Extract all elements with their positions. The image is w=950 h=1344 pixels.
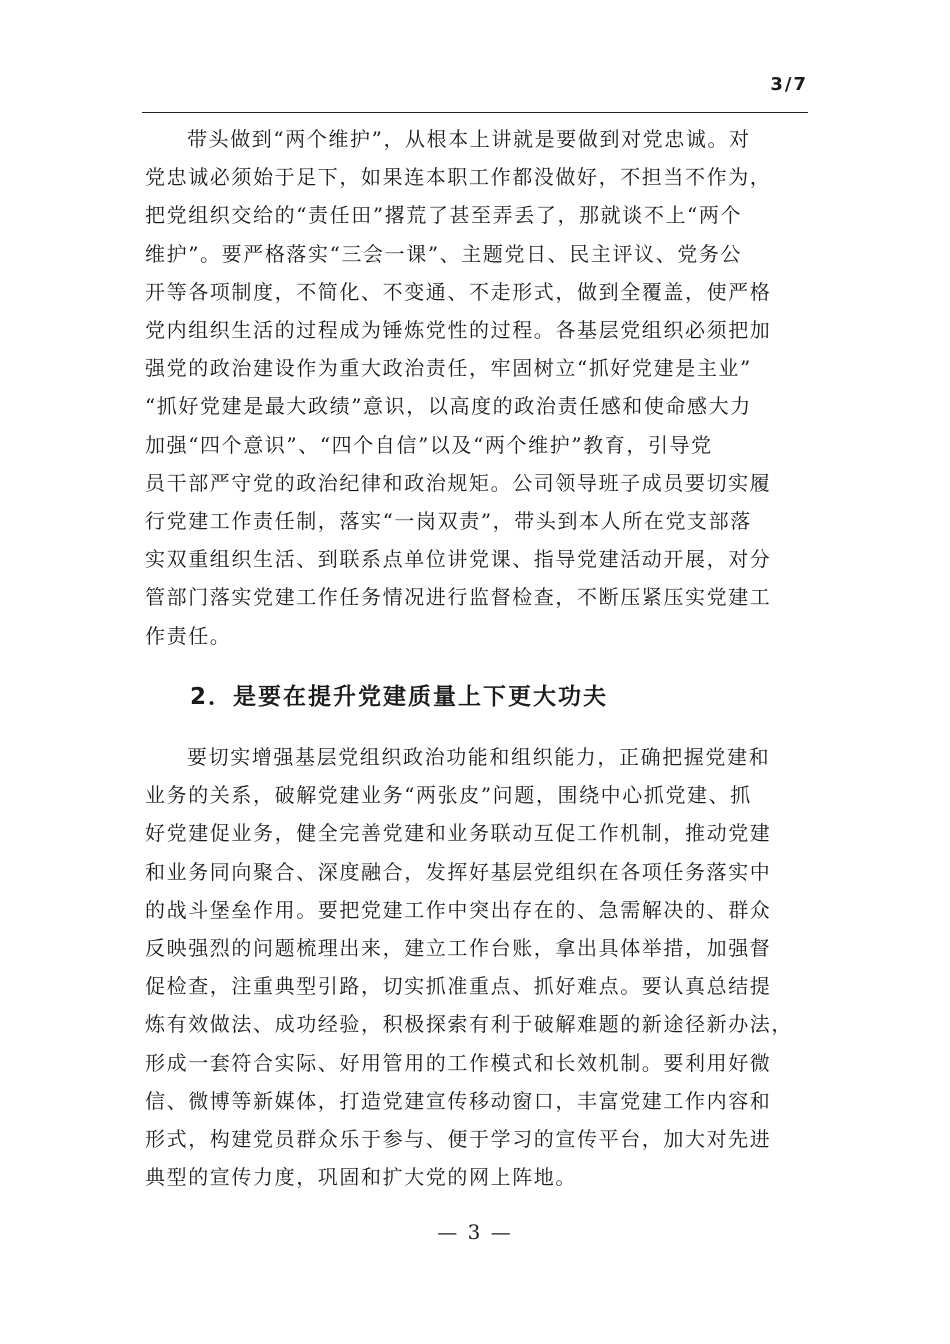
footer-page-number: — 3 — bbox=[437, 1220, 513, 1244]
paragraph-2 bbox=[145, 738, 809, 1196]
paragraph-line: 强党的政治建设作为重大政治责任，牢固树立“抓好党建是主业” bbox=[145, 356, 752, 381]
header-divider bbox=[142, 112, 808, 113]
paragraph-line: 实双重组织生活、到联系点单位讲党课、指导党建活动开展，对分 bbox=[145, 547, 772, 572]
paragraph-line: 的战斗堡垒作用。要把党建工作中突出存在的、急需解决的、群众 bbox=[145, 897, 772, 922]
paragraph-line: 行党建工作责任制，落实“一岗双责”，带头到本人所在党支部落 bbox=[145, 509, 752, 534]
paragraph-line: “抓好党建是最大政绩”意识，以高度的政治责任感和使命感大力 bbox=[145, 394, 752, 419]
paragraph-line: 党忠诚必须始于足下，如果连本职工作都没做好，不担当不作为， bbox=[145, 165, 772, 190]
paragraph-line: 把党组织交给的“责任田”撂荒了甚至弄丢了，那就谈不上“两个 bbox=[145, 203, 743, 228]
paragraph-line: 和业务同向聚合、深度融合，发挥好基层党组织在各项任务落实中 bbox=[145, 859, 772, 884]
paragraph-line: 员干部严守党的政治纪律和政治规矩。公司领导班子成员要切实履 bbox=[145, 470, 772, 495]
paragraph-line: 要切实增强基层党组织政治功能和组织能力，正确把握党建和 bbox=[187, 745, 771, 769]
paragraph-line: 加强“四个意识”、“四个自信”以及“两个维护”教育，引导党 bbox=[145, 432, 713, 457]
page-counter: 3/7 bbox=[770, 74, 808, 95]
paragraph-1 bbox=[145, 120, 809, 655]
paragraph-line: 典型的宣传力度，巩固和扩大党的网上阵地。 bbox=[145, 1165, 577, 1190]
paragraph-line: 管部门落实党建工作任务情况进行监督检查，不断压紧压实党建工 bbox=[145, 585, 772, 610]
paragraph-line: 形式，构建党员群众乐于参与、便于学习的宣传平台，加大对先进 bbox=[145, 1127, 772, 1152]
section-heading: 2．是要在提升党建质量上下更大功夫 bbox=[190, 684, 609, 710]
paragraph-line: 维护”。要严格落实“三会一课”、主题党日、民主评议、党务公 bbox=[145, 241, 743, 266]
paragraph-line: 业务的关系，破解党建业务“两张皮”问题，围绕中心抓党建、抓 bbox=[145, 783, 752, 808]
paragraph-line: 炼有效做法、成功经验，积极探索有利于破解难题的新途径新办法， bbox=[145, 1012, 793, 1037]
paragraph-line: 好党建促业务，健全完善党建和业务联动互促工作机制，推动党建 bbox=[145, 821, 772, 846]
paragraph-line: 开等各项制度，不简化、不变通、不走形式，做到全覆盖，使严格 bbox=[145, 279, 772, 304]
paragraph-line: 信、微博等新媒体，打造党建宣传移动窗口，丰富党建工作内容和 bbox=[145, 1088, 772, 1113]
paragraph-line: 反映强烈的问题梳理出来，建立工作台账，拿出具体举措，加强督 bbox=[145, 936, 772, 961]
paragraph-line: 党内组织生活的过程成为锤炼党性的过程。各基层党组织必须把加 bbox=[145, 318, 772, 343]
paragraph-line: 作责任。 bbox=[145, 623, 232, 648]
paragraph-line: 带头做到“两个维护”，从根本上讲就是要做到对党忠诚。对 bbox=[187, 127, 751, 151]
paragraph-line: 形成一套符合实际、好用管用的工作模式和长效机制。要利用好微 bbox=[145, 1050, 772, 1075]
paragraph-line: 促检查，注重典型引路，切实抓准重点、抓好难点。要认真总结提 bbox=[145, 974, 772, 999]
